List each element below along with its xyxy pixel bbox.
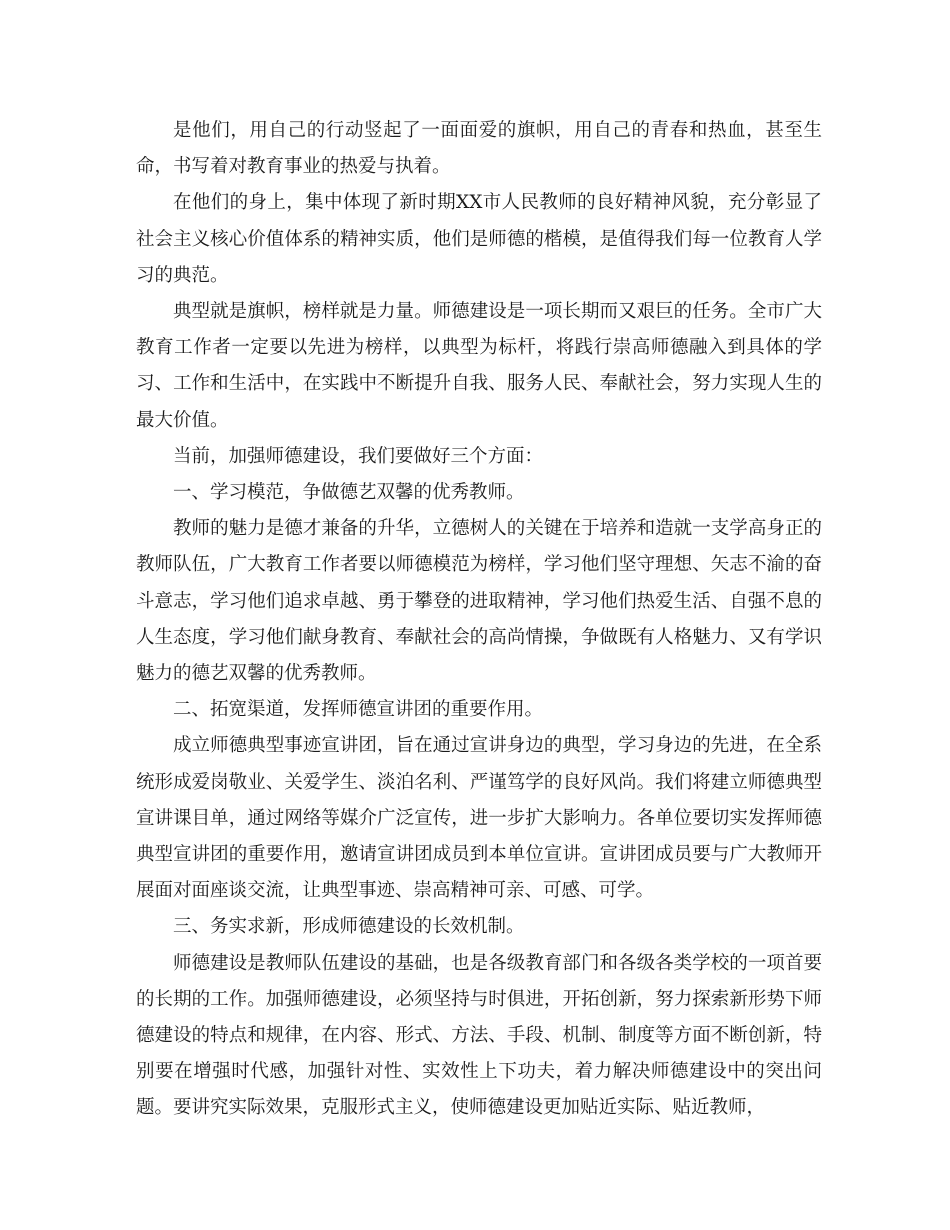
paragraph: 教师的魅力是德才兼备的升华，立德树人的关键在于培养和造就一支学高身正的教师队伍，广大教育工作者要以师德模范为榜样，学习他们坚守理想、矢志不渝的奋斗意志，学习他们追求卓越、勇于攀登的进取精神，学习他们热爱生活、自强不息的人生态度，学习他们献身教育、奉献社会的高尚情操，争做既有人格魅力、又有学识魅力的德艺双馨的优秀教师。 (136, 518, 822, 685)
paragraph: 当前，加强师德建设，我们要做好三个方面： (173, 445, 544, 467)
paragraph: 师德建设是教师队伍建设的基础，也是各级教育部门和各级各类学校的一项首要的长期的工作。加强师德建设，必须坚持与时俱进，开拓创新，努力探索新形势下师德建设的特点和规律，在内容、形式、方法、手段、机制、制度等方面不断创新，特别要在增强时代感，加强针对性、实效性上下功夫，着力解决师德建设中的突出问题。要讲究实际效果，克服形式主义，使师德建设更加贴近实际、贴近教师， (136, 952, 822, 1119)
section-heading: 三、务实求新，形成师德建设的长效机制。 (173, 916, 525, 938)
paragraph: 是他们，用自己的行动竖起了一面面爱的旗帜，用自己的青春和热血，甚至生命，书写着对教育事业的热爱与执着。 (136, 120, 822, 178)
paragraph: 在他们的身上，集中体现了新时期XX市人民教师的良好精神风貌，充分彰显了社会主义核心价值体系的精神实质，他们是师德的楷模，是值得我们每一位教育人学习的典范。 (136, 192, 822, 286)
document-body (136, 113, 822, 1127)
paragraph: 成立师德典型事迹宣讲团，旨在通过宣讲身边的典型，学习身边的先进，在全系统形成爱岗敬业、关爱学生、淡泊名利、严谨笃学的良好风尚。我们将建立师德典型宣讲课目单，通过网络等媒介广泛宣传，进一步扩大影响力。各单位要切实发挥师德典型宣讲团的重要作用，邀请宣讲团成员到本单位宣讲。宣讲团成员要与广大教师开展面对面座谈交流，让典型事迹、崇高精神可亲、可感、可学。 (136, 735, 822, 902)
paragraph: 典型就是旗帜，榜样就是力量。师德建设是一项长期而又艰巨的任务。全市广大教育工作者一定要以先进为榜样，以典型为标杆，将践行崇高师德融入到具体的学习、工作和生活中，在实践中不断提升自我、服务人民、奉献社会，努力实现人生的最大价值。 (136, 301, 822, 431)
section-heading: 一、学习模范，争做德艺双馨的优秀教师。 (173, 482, 525, 504)
section-heading: 二、拓宽渠道，发挥师德宣讲团的重要作用。 (173, 699, 544, 721)
